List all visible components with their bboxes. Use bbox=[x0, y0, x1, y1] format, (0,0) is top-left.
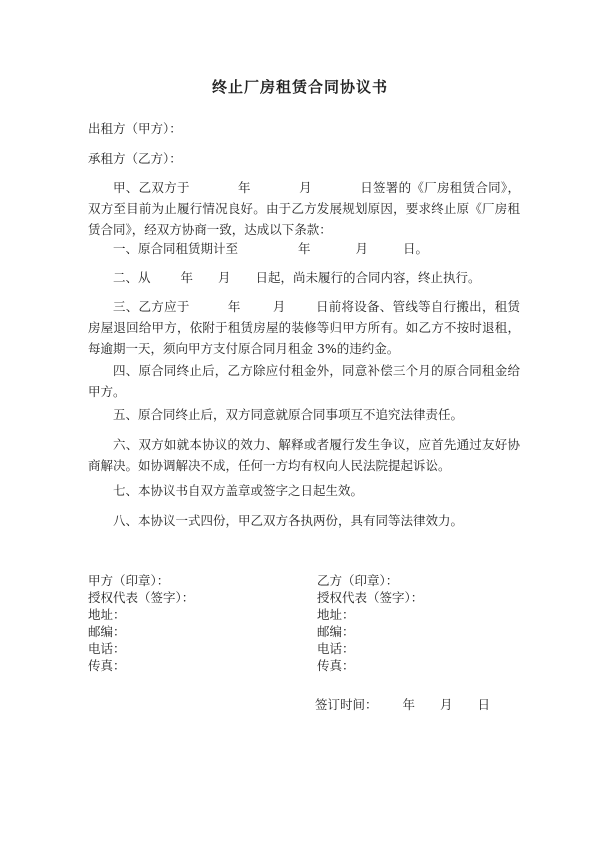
clause-4: 四、原合同终止后，乙方除应付租金外，同意补偿三个月的原合同租金给甲方。 bbox=[88, 363, 520, 399]
signing-date-month: 月 bbox=[440, 697, 453, 712]
clause-8: 八、本协议一式四份，甲乙双方各执两份，具有同等法律效力。 bbox=[113, 513, 464, 528]
party-a-phone: 电话： bbox=[88, 641, 126, 656]
party-a-seal: 甲方（印章）： bbox=[88, 573, 170, 588]
party-b-postcode: 邮编： bbox=[317, 624, 355, 639]
signing-date-day: 日 bbox=[477, 697, 491, 712]
clause-6: 六、双方如就本协议的效力、解释或者履行发生争议，应首先通过友好协商解决。如协调解决不成，任何一方均有权向人民法院提起诉讼。 bbox=[88, 437, 520, 473]
party-b-seal: 乙方（印章）： bbox=[317, 573, 399, 588]
clause-5: 五、原合同终止后，双方同意就原合同事项互不追究法律责任。 bbox=[113, 407, 464, 422]
clause-1: 一、原合同租赁期计至 年 月 日。 bbox=[113, 241, 429, 256]
document-title: 终止厂房租赁合同协议书 bbox=[211, 78, 388, 96]
clause-7: 七、本协议书自双方盖章或签字之日起生效。 bbox=[113, 483, 364, 498]
intro-paragraph: 甲、乙双方于 年 月 日签署的《厂房租赁合同》，双方至目前为止履行情况良好。由于乙方发展规划原因，要求终止原《厂房租赁合同》，经双方协商一致，达成以下条款： bbox=[88, 180, 520, 237]
party-a-postcode: 邮编： bbox=[88, 624, 126, 639]
party-b-phone: 电话： bbox=[317, 641, 355, 656]
signing-date-label: 签订时间： bbox=[315, 697, 378, 712]
party-a-address: 地址： bbox=[88, 607, 126, 622]
lessor-label: 出租方（甲方）： bbox=[88, 121, 182, 136]
party-b-representative: 授权代表（签字）： bbox=[317, 590, 424, 605]
lessee-label: 承租方（乙方）： bbox=[88, 151, 182, 166]
signing-date bbox=[315, 694, 490, 715]
clause-2: 二、从 年 月 日起，尚未履行的合同内容，终止执行。 bbox=[113, 270, 481, 285]
signing-date-year: 年 bbox=[402, 697, 416, 712]
clause-3: 三、乙方应于 年 月 日前将设备、管线等自行搬出，租赁房屋退回给甲方，依附于租赁房屋的装修等归甲方所有。如乙方不按时退租，每逾期一天，须向甲方支付原合同月租金 3%的违约金。 bbox=[88, 299, 520, 356]
party-a-fax: 传真： bbox=[88, 658, 126, 673]
party-b-address: 地址： bbox=[317, 607, 355, 622]
party-b-fax: 传真： bbox=[317, 658, 355, 673]
party-a-representative: 授权代表（签字）： bbox=[88, 590, 195, 605]
